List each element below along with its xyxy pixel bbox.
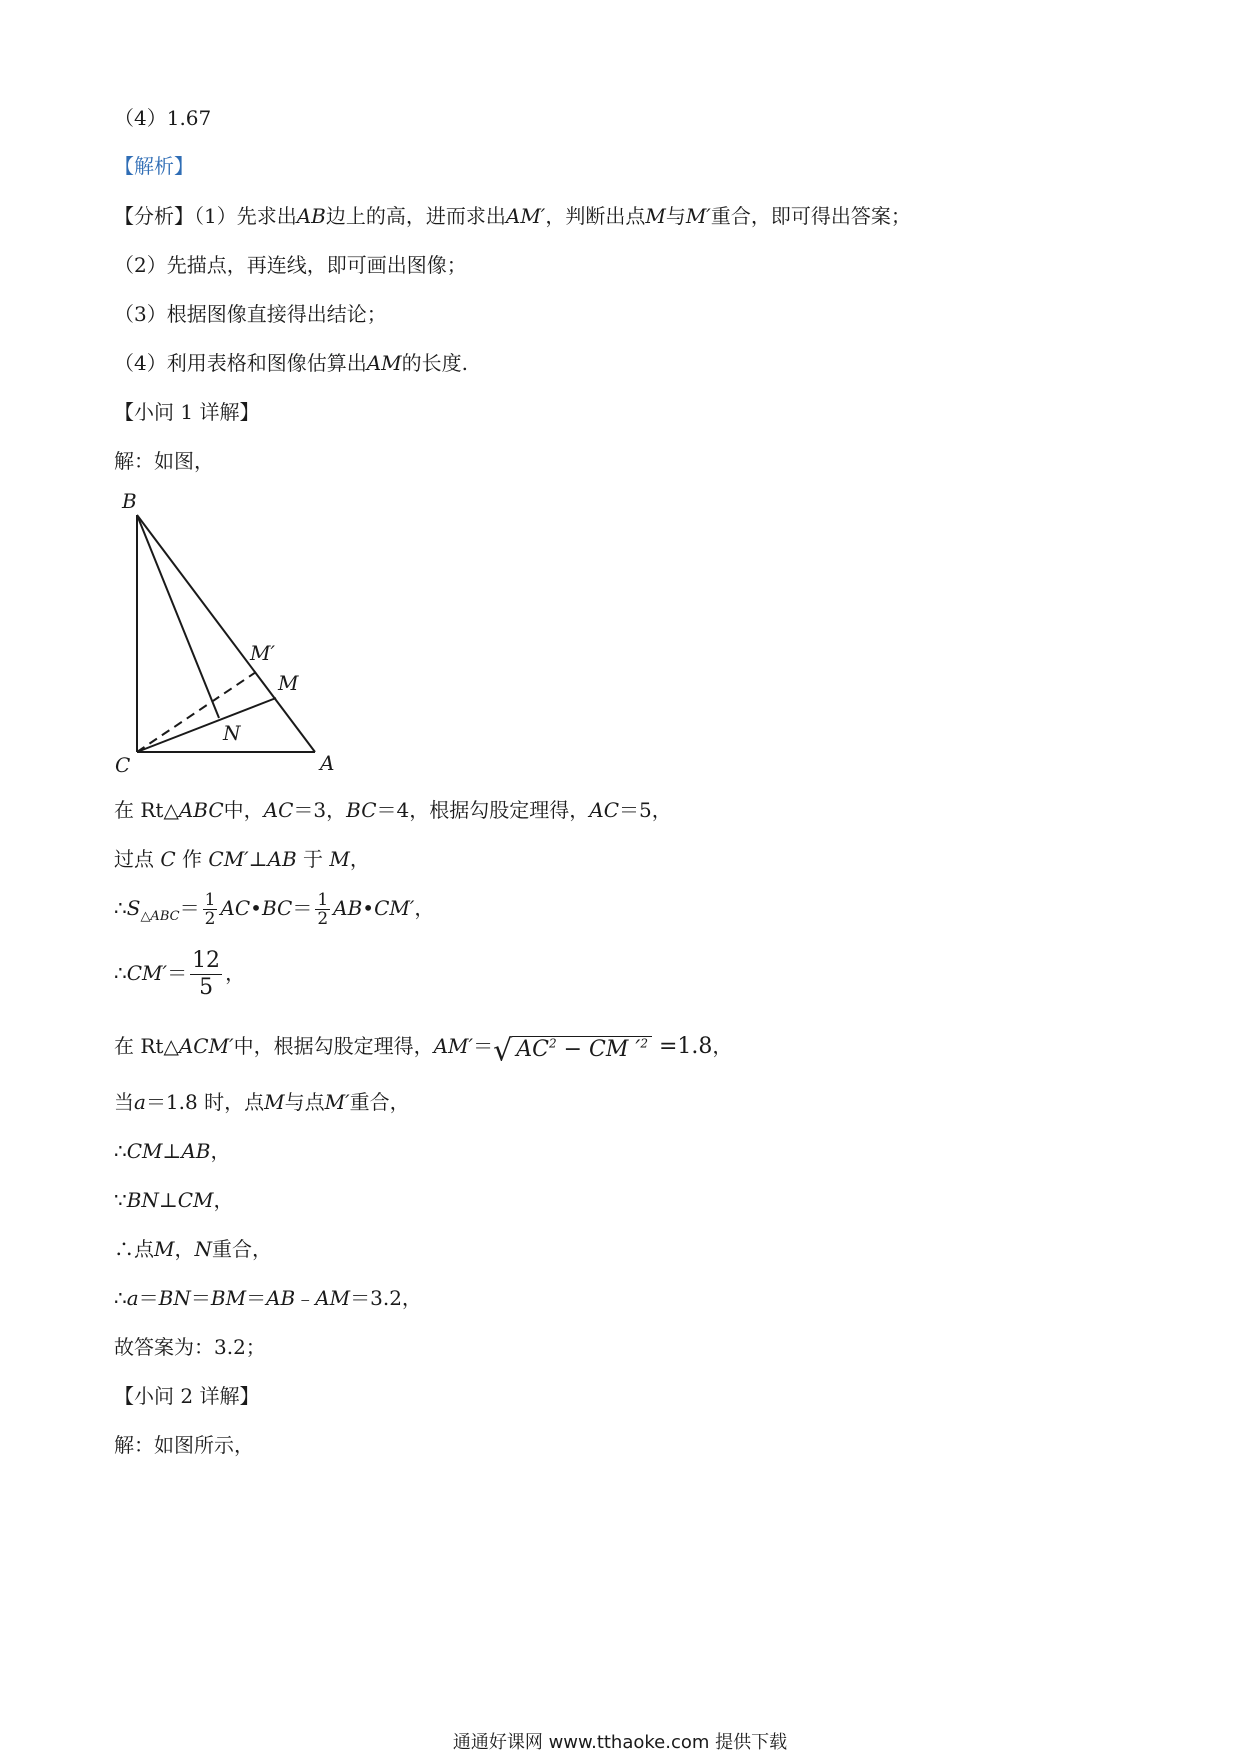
label-M: M bbox=[278, 671, 299, 695]
analysis-line-1: 【分析】（1）先求出AB边上的高，进而求出AM′，判断出点M与M′重合，即可得出答案； bbox=[114, 204, 911, 228]
label-B: B bbox=[122, 490, 137, 513]
triangle-figure bbox=[110, 490, 360, 775]
analysis-line-3: （3）根据图像直接得出结论； bbox=[114, 302, 387, 326]
step-area-formula: $\therefore S_{\triangle ABC}=$ $\frac{1}{2}$ AC•BC＝ $\frac{1}{2}$ AB•CM′， bbox=[114, 890, 435, 929]
step-bn-perp-cm: ∵BN⊥CM， bbox=[114, 1188, 234, 1212]
analysis-line-4: （4）利用表格和图像估算出AM的长度. bbox=[114, 351, 469, 375]
label-C: C bbox=[115, 753, 131, 775]
segment-BN bbox=[137, 515, 219, 718]
step-a-value: ∴a＝BN＝BM＝AB﹣AM＝3.2， bbox=[114, 1286, 422, 1310]
solution-intro-2: 解：如图所示， bbox=[114, 1433, 254, 1457]
step-cm-perp-ab: ∴CM⊥AB， bbox=[114, 1139, 231, 1163]
answer-1: 故答案为：3.2； bbox=[114, 1335, 266, 1359]
step-cm-prime-value: ∴CM′＝ $\frac{12}{5}$ ， bbox=[114, 948, 246, 1000]
step-pythagoras-1: 在 Rt△ABC中，AC＝3，BC＝4，根据勾股定理得，AC＝5， bbox=[114, 798, 672, 822]
analysis-heading: 【解析】 bbox=[114, 154, 194, 178]
answer-4: （4）1.67 bbox=[114, 106, 212, 130]
label-M-prime: M′ bbox=[250, 641, 276, 665]
step-coincide: 当a＝1.8 时，点M与点M′重合， bbox=[114, 1090, 410, 1114]
label-N: N bbox=[223, 721, 241, 745]
label-A: A bbox=[320, 751, 335, 775]
subquestion-2-heading: 【小问 2 详解】 bbox=[114, 1384, 260, 1408]
solution-intro-1: 解：如图， bbox=[114, 449, 214, 473]
subquestion-1-heading: 【小问 1 详解】 bbox=[114, 400, 260, 424]
step-am-prime-value: 在 Rt△ACM′中，根据勾股定理得，AM′＝√ $AC^2$ − CM $'^2 =1.8$， bbox=[114, 1033, 733, 1069]
step-m-n-coincide: ∴点M，N重合， bbox=[114, 1237, 272, 1261]
step-perpendicular: 过点 C 作 CM′⊥AB 于 M， bbox=[114, 847, 370, 871]
analysis-line-2: （2）先描点，再连线，即可画出图像； bbox=[114, 253, 467, 277]
footer-credit: 通通好课网 www.tthaoke.com 提供下载 bbox=[452, 1732, 788, 1753]
